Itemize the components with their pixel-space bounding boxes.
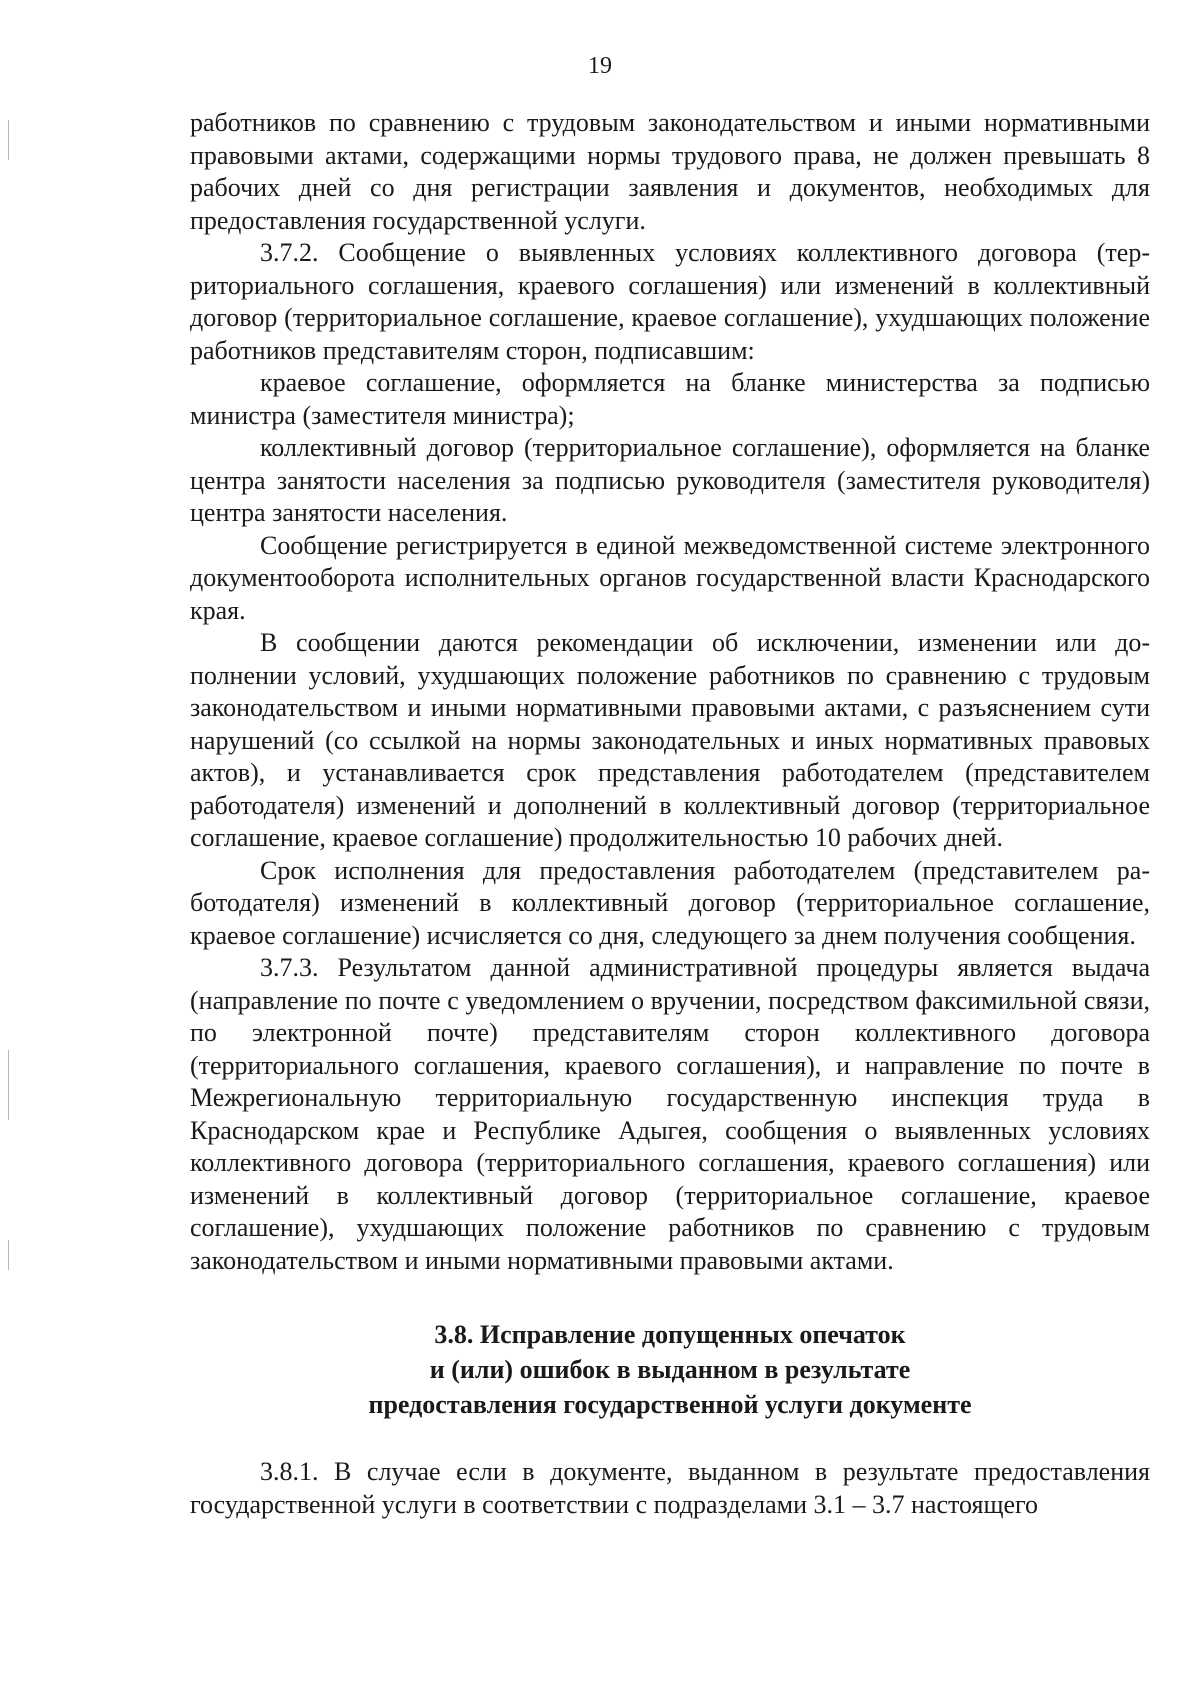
paragraph: 3.8.1. В случае если в документе, выданном в результате предоставления государственной услуги в соответствии с подразделами 3.1 – 3.7 настоящего [190,1457,1150,1519]
scan-edge-mark [8,120,9,160]
scan-edge-mark [8,1050,9,1120]
paragraph: работников по сравнению с трудовым законодательством и иными нормативными правовыми актами, содержащими нормы трудового права, не должен превышать 8 рабочих дней со дня регистрации заявления и документов, необходимых для предоставления государственной услуги. [190,108,1150,235]
paragraph: 3.7.2. Сообщение о выявленных условиях коллективного договора (территориального соглашения, краевого соглашения) или изменений в коллективный договор (территориальное соглашение, краевое соглашение), ухудшающих положение работников представителям сторон, подписавшим: [190,238,1150,365]
paragraph: В сообщении даются рекомендации об исключении, изменении или дополнении условий, ухудшающих положение работников по сравнению с трудовым законодательством и иными нормативными правовыми актами, с разъяснением сути нарушений (со ссылкой на нормы законодательных и иных нормативных правовых актов), и устанавливается срок представления работодателем (представителем работодателя) изменений и дополнений в коллективный договор (территориальное соглашение, краевое соглашение) продолжительностью 10 рабочих дней. [190,628,1150,852]
paragraph: краевое соглашение, оформляется на бланке министерства за подписью министра (заместителя министра); [190,368,1150,430]
section-heading-line: 3.8. Исправление допущенных опечаток [434,1320,906,1349]
section-heading-line: предоставления государственной услуги документе [368,1390,972,1419]
scan-edge-mark [8,1240,9,1270]
paragraph: Срок исполнения для предоставления работодателем (представителем работодателя) изменений в коллективный договор (территориальное соглашение, краевое соглашение) исчисляется со дня, следующего за днем получения сообщения. [190,855,1150,950]
document-body [190,107,1150,1521]
paragraph: Сообщение регистрируется в единой межведомственной системе электронного документооборота исполнительных органов государственной власти Краснодарского края. [190,530,1150,625]
page-number: 19 [588,53,612,79]
paragraph: коллективный договор (территориальное соглашение), оформляется на бланке центра занятости населения за подписью руководителя (заместителя руководителя) центра занятости населения. [190,433,1150,527]
section-heading-line: и (или) ошибок в выданном в результате [429,1355,911,1384]
section-heading [190,1317,1150,1422]
paragraph: 3.7.3. Результатом данной административной процедуры является выдача (направление по почте с уведомлением о вручении, посредством факсимильной связи, по электронной почте) представителям сторон коллективного договора (территориального соглашения, краевого соглашения), и направление по почте в Межрегиональную территориальную государственную инспекция труда в Краснодарском крае и Республике Адыгея, сообщения о выявленных условиях коллективного договора (территориального соглашения, краевого соглашения) или изменений в коллективный договор (территориальное соглашение, краевое соглашение), ухудшающих положение работников по сравнению с трудовым законодательством и иными нормативными правовыми актами. [190,953,1150,1275]
